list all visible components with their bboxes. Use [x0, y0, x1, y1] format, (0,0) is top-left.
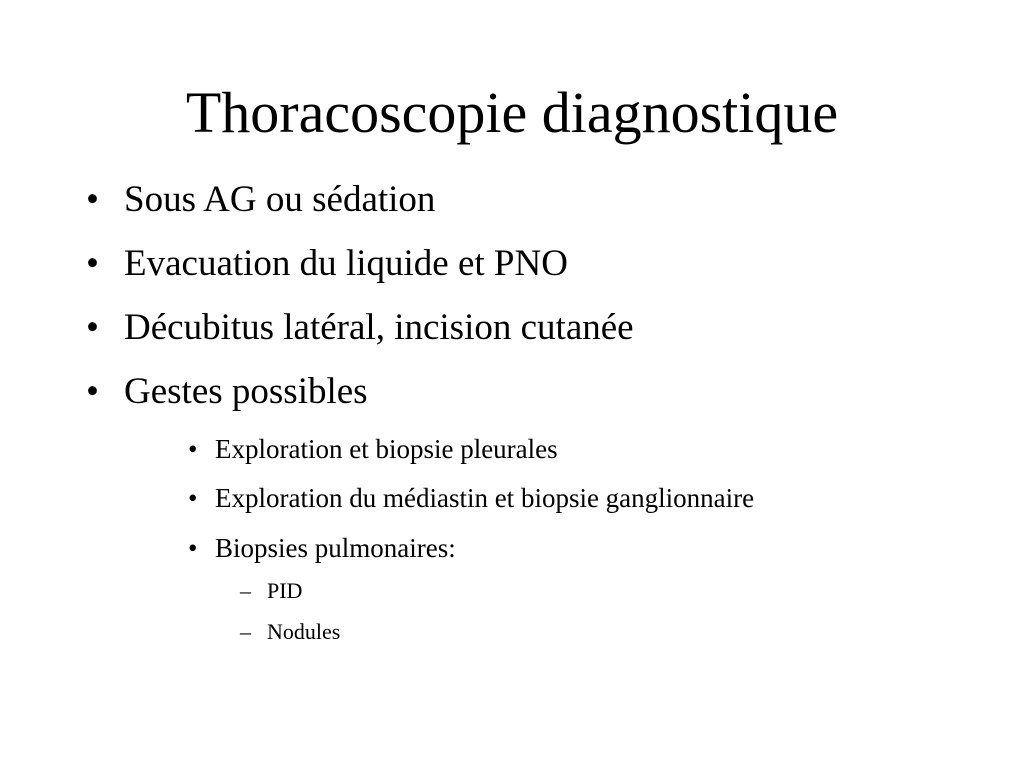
dash-marker: –: [240, 578, 251, 603]
sub-bullet-text: Biopsies pulmonaires:: [215, 533, 456, 563]
sub-bullet-text: Exploration et biopsie pleurales: [215, 434, 558, 464]
sub-sub-bullet-text: PID: [267, 578, 303, 603]
sub-bullet-marker: •: [188, 434, 198, 464]
bullet-text: Décubitus latéral, incision cutanée: [124, 307, 634, 348]
sub-sub-bullet-text: Nodules: [267, 619, 341, 644]
dash-marker: –: [240, 619, 251, 644]
bullet-text: Evacuation du liquide et PNO: [124, 243, 568, 284]
bullet-marker: •: [86, 371, 99, 412]
bullet-text: Gestes possibles: [124, 371, 368, 412]
sub-bullet-marker: •: [188, 483, 198, 513]
sub-bullet-marker: •: [188, 533, 198, 563]
sub-bullet-text: Exploration du médiastin et biopsie ganglionnaire: [215, 483, 755, 513]
bullet-marker: •: [86, 243, 99, 284]
slide-title: Thoracoscopie diagnostique: [185, 80, 839, 145]
bullet-marker: •: [86, 179, 99, 220]
bullet-marker: •: [86, 307, 99, 348]
bullet-text: Sous AG ou sédation: [124, 179, 436, 220]
